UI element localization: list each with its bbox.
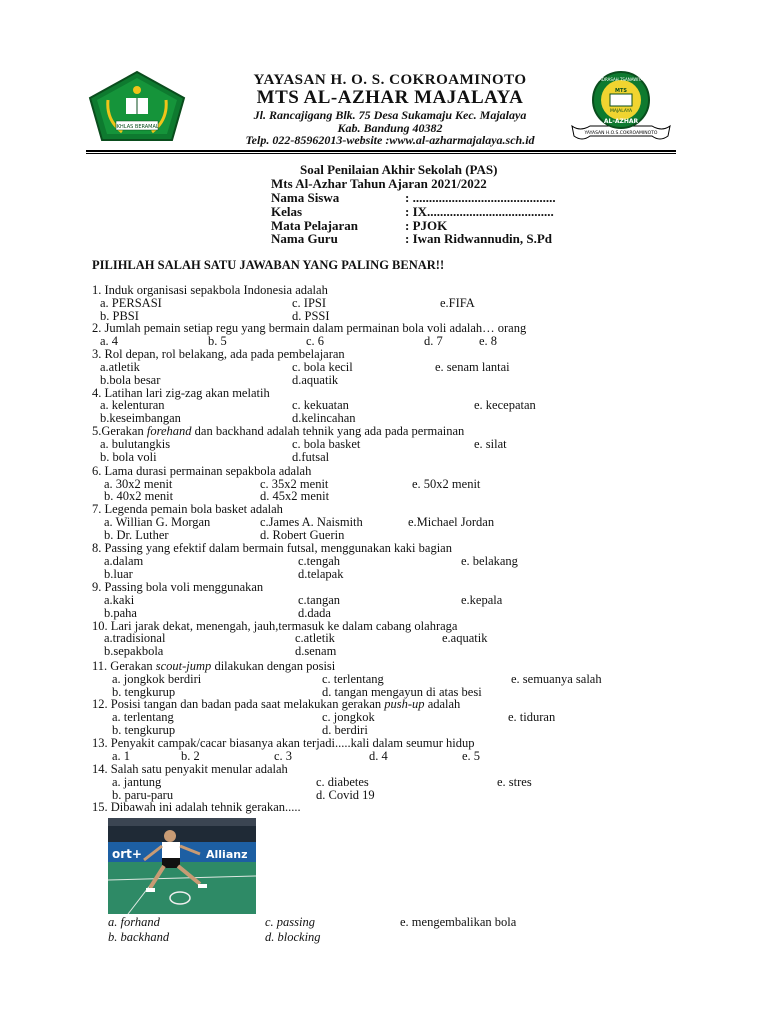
q14-option-e: e. stres xyxy=(497,775,532,789)
q13-option-a: a. 1 xyxy=(112,749,131,763)
question-1: 1. Induk organisasi sepakbola Indonesia adalah xyxy=(92,283,328,297)
q10-option-e: e.aquatik xyxy=(442,631,488,645)
question-4: 4. Latihan lari zig-zag akan melatih xyxy=(92,386,270,400)
q11-option-e: e. semuanya salah xyxy=(511,672,602,686)
q1-option-b: b. PBSI xyxy=(100,309,139,323)
q4-option-b: b.keseimbangan xyxy=(100,411,181,425)
q11-option-a: a. jongkok berdiri xyxy=(112,672,202,686)
q1-option-d: d. PSSI xyxy=(292,309,330,323)
q15-option-d: d. blocking xyxy=(265,930,321,944)
q9-option-b: b.paha xyxy=(104,606,137,620)
q14-option-a: a. jantung xyxy=(112,775,162,789)
question-12-pre: 12. Posisi tangan dan badan pada saat melakukan gerakan xyxy=(92,697,385,711)
q4-option-c: c. kekuatan xyxy=(292,398,349,412)
q6-option-b: b. 40x2 menit xyxy=(104,489,174,503)
q2-option-b: b. 5 xyxy=(208,334,227,348)
question-7: 7. Legenda pemain bola basket adalah xyxy=(92,502,283,516)
q11-option-b: b. tengkurup xyxy=(112,685,176,699)
q6-option-c: c. 35x2 menit xyxy=(260,477,329,491)
q14-option-c: c. diabetes xyxy=(316,775,369,789)
banner-text-right: Allianz xyxy=(206,848,248,861)
address-line-1: Jl. Rancajigang Blk. 75 Desa Sukamaju Kec. Majalaya xyxy=(253,108,527,122)
q5-option-b: b. bola voli xyxy=(100,450,157,464)
q3-option-e: e. senam lantai xyxy=(435,360,510,374)
question-14: 14. Salah satu penyakit menular adalah xyxy=(92,762,288,776)
question-6: 6. Lama durasi permainan sepakbola adalah xyxy=(92,464,312,478)
question-12-post: adalah xyxy=(424,697,461,711)
q5-option-a: a. bulutangkis xyxy=(100,437,171,451)
question-12-term: push-up xyxy=(384,697,425,711)
question-3: 3. Rol depan, rol belakang, ada pada pembelajaran xyxy=(92,347,345,361)
q15-option-e: e. mengembalikan bola xyxy=(400,915,517,929)
q9-option-a: a.kaki xyxy=(104,593,135,607)
logo-right-top-text: MADRASAH TSANAWIYAH xyxy=(595,77,647,82)
instruction: PILIHLAH SALAH SATU JAWABAN YANG PALING BENAR!! xyxy=(92,258,445,272)
logo-right-name: AL-AZHAR xyxy=(603,118,639,125)
q13-option-d: d. 4 xyxy=(369,749,388,763)
q2-option-e: e. 8 xyxy=(479,334,498,348)
q5-option-d: d.futsal xyxy=(292,450,330,464)
q5-option-e: e. silat xyxy=(474,437,507,451)
q2-option-c: c. 6 xyxy=(306,334,325,348)
q1-option-a: a. PERSASI xyxy=(100,296,162,310)
q7-option-c: c.James A. Naismith xyxy=(260,515,363,529)
kemenag-emblem-icon xyxy=(86,70,188,142)
field-value-teacher: : Iwan Ridwannudin, S.Pd xyxy=(405,231,553,246)
logo-right-city: MAJALAYA xyxy=(609,109,633,114)
q8-option-a: a.dalam xyxy=(104,554,144,568)
q12-option-e: e. tiduran xyxy=(508,710,556,724)
q8-option-b: b.luar xyxy=(104,567,133,581)
q7-option-b: b. Dr. Luther xyxy=(104,528,169,542)
q6-option-a: a. 30x2 menit xyxy=(104,477,173,491)
q14-option-d: d. Covid 19 xyxy=(316,788,375,802)
question-10: 10. Lari jarak dekat, menengah, jauh,termasuk ke dalam cabang olahraga xyxy=(92,619,458,633)
q12-option-c: c. jongkok xyxy=(322,710,375,724)
address-line-2: Kab. Bandung 40382 xyxy=(337,121,443,135)
question-11-post: dilakukan dengan posisi xyxy=(211,659,336,673)
q11-option-c: c. terlentang xyxy=(322,672,384,686)
q4-option-d: d.kelincahan xyxy=(292,411,356,425)
question-5-post: dan backhand adalah tehnik yang ada pada permainan xyxy=(191,424,465,438)
q11-option-d: d. tangan mengayun di atas besi xyxy=(322,685,482,699)
question-13: 13. Penyakit campak/cacar biasanya akan terjadi.....kali dalam seumur hidup xyxy=(92,736,475,750)
q2-option-d: d. 7 xyxy=(424,334,443,348)
question-2: 2. Jumlah pemain setiap regu yang bermain dalam permainan bola voli adalah… orang xyxy=(92,321,527,335)
q6-option-e: e. 50x2 menit xyxy=(412,477,481,491)
q5-option-c: c. bola basket xyxy=(292,437,361,451)
question-15: 15. Dibawah ini adalah tehnik gerakan..... xyxy=(92,800,301,814)
badminton-player-photo xyxy=(108,818,256,914)
question-11-term: scout-jump xyxy=(155,659,212,673)
header-rule-thin xyxy=(86,153,676,154)
logo-right-foundation: YAYASAN H.O.S.COKROAMINOTO xyxy=(584,131,658,136)
question-5-term: forehand xyxy=(146,424,192,438)
question-11-pre: 11. Gerakan xyxy=(92,659,156,673)
q3-option-d: d.aquatik xyxy=(292,373,339,387)
q9-option-d: d.dada xyxy=(298,606,331,620)
q15-option-c: c. passing xyxy=(265,915,315,929)
q3-option-a: a.atletik xyxy=(100,360,140,374)
q7-option-e: e.Michael Jordan xyxy=(408,515,495,529)
field-value-subject: : PJOK xyxy=(405,218,448,233)
exam-year: Mts Al-Azhar Tahun Ajaran 2021/2022 xyxy=(271,176,487,191)
question-5-pre: 5.Gerakan xyxy=(92,424,147,438)
q3-option-c: c. bola kecil xyxy=(292,360,353,374)
question-9: 9. Passing bola voli menggunakan xyxy=(92,580,264,594)
q15-option-a: a. forhand xyxy=(108,915,160,929)
logo-right-badge: MTS xyxy=(615,88,627,94)
field-value-name: : ............................................ xyxy=(405,190,556,205)
contact-line: Telp. 022-85962013-website :www.al-azharmajalaya.sch.id xyxy=(245,133,535,147)
q2-option-a: a. 4 xyxy=(100,334,119,348)
q13-option-b: b. 2 xyxy=(181,749,200,763)
q10-option-a: a.tradisional xyxy=(104,631,166,645)
field-label-teacher: Nama Guru xyxy=(271,231,338,246)
q3-option-b: b.bola besar xyxy=(100,373,161,387)
field-label-name: Nama Siswa xyxy=(271,190,340,205)
q10-option-c: c.atletik xyxy=(295,631,335,645)
q10-option-b: b.sepakbola xyxy=(104,644,164,658)
q12-option-a: a. terlentang xyxy=(112,710,174,724)
q15-option-b: b. backhand xyxy=(108,930,170,944)
q7-option-d: d. Robert Guerin xyxy=(260,528,345,542)
q12-option-d: d. berdiri xyxy=(322,723,368,737)
q10-option-d: d.senam xyxy=(295,644,337,658)
exam-title: Soal Penilaian Akhir Sekolah (PAS) xyxy=(300,162,498,177)
banner-text-left: ort+ xyxy=(112,847,142,861)
header-rule xyxy=(86,150,676,152)
q1-option-e: e.FIFA xyxy=(440,296,475,310)
foundation-name: YAYASAN H. O. S. COKROAMINOTO xyxy=(253,72,527,88)
q9-option-c: c.tangan xyxy=(298,593,340,607)
logo-left-motto: IKHLAS BERAMAL xyxy=(115,124,159,130)
q4-option-e: e. kecepatan xyxy=(474,398,536,412)
q9-option-e: e.kepala xyxy=(461,593,503,607)
q14-option-b: b. paru-paru xyxy=(112,788,174,802)
field-value-class: : IX....................................... xyxy=(405,204,554,219)
q13-option-c: c. 3 xyxy=(274,749,293,763)
q7-option-a: a. Willian G. Morgan xyxy=(104,515,211,529)
field-label-subject: Mata Pelajaran xyxy=(271,218,359,233)
q1-option-c: c. IPSI xyxy=(292,296,327,310)
field-label-class: Kelas xyxy=(271,204,303,219)
q8-option-d: d.telapak xyxy=(298,567,344,581)
q13-option-e: e. 5 xyxy=(462,749,481,763)
q8-option-e: e. belakang xyxy=(461,554,518,568)
school-name: MTS AL-AZHAR MAJALAYA xyxy=(256,87,524,108)
q12-option-b: b. tengkurup xyxy=(112,723,176,737)
q8-option-c: c.tengah xyxy=(298,554,340,568)
q6-option-d: d. 45x2 menit xyxy=(260,489,330,503)
question-8: 8. Passing yang efektif dalam bermain futsal, menggunakan kaki bagian xyxy=(92,541,452,555)
q4-option-a: a. kelenturan xyxy=(100,398,165,412)
